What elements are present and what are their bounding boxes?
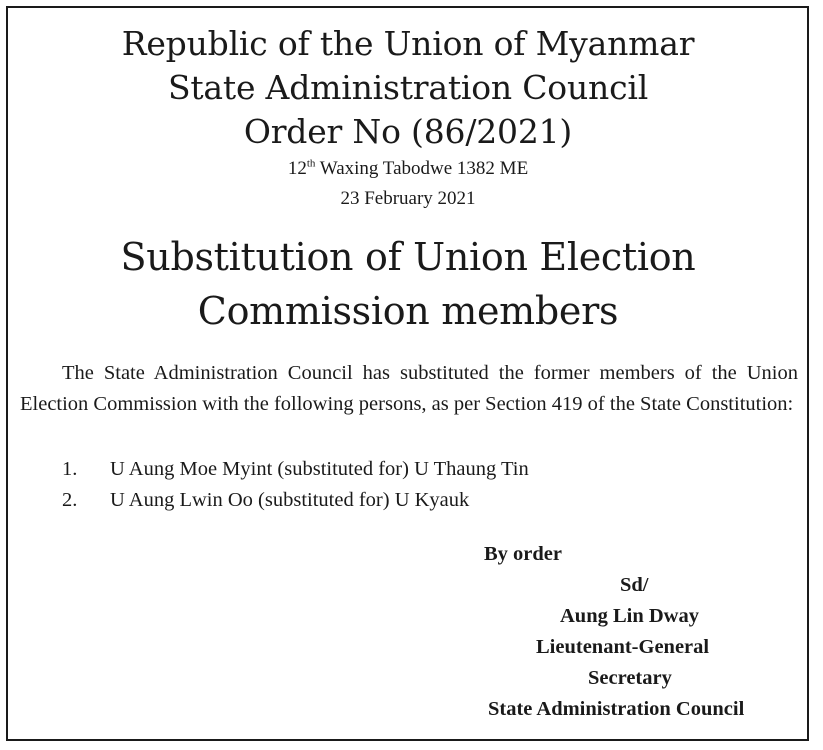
signatory-position: Secretary [588, 667, 672, 689]
lunar-date-suffix: th [306, 157, 316, 170]
list-item [20, 485, 798, 516]
title-line-2: Commission members [197, 289, 619, 333]
body-paragraph: The State Administration Council has substituted the former members of the Union Election Commission with the following persons, as per Section 419 of the State Constitution: [20, 362, 798, 415]
list-item-number: 1. [62, 458, 78, 480]
order-title [8, 230, 808, 338]
signatory-rank: Lieutenant-General [536, 636, 710, 658]
lunar-date [8, 154, 808, 184]
list-item-text: U Aung Moe Myint (substituted for) U Thaung Tin [110, 458, 529, 480]
list-item-number: 2. [62, 489, 78, 511]
lunar-date-day: 12 [287, 158, 307, 179]
gregorian-date: 23 February 2021 [340, 188, 476, 209]
by-order-text: By order [484, 543, 562, 565]
document-header [8, 22, 808, 214]
document-frame [6, 6, 809, 741]
title-line-1: Substitution of Union Election [120, 235, 696, 279]
signed-mark: Sd/ [620, 574, 649, 596]
lunar-date-rest: Waxing Tabodwe 1382 ME [315, 158, 529, 179]
list-item [20, 454, 798, 485]
order-number: Order No (86/2021) [243, 112, 573, 151]
signatory-organization: State Administration Council [488, 698, 745, 720]
substitution-list [20, 454, 798, 516]
signatory-name: Aung Lin Dway [560, 605, 699, 627]
country-name: Republic of the Union of Myanmar [121, 24, 695, 63]
list-item-text: U Aung Lwin Oo (substituted for) U Kyauk [110, 489, 470, 511]
council-name: State Administration Council [167, 68, 649, 107]
